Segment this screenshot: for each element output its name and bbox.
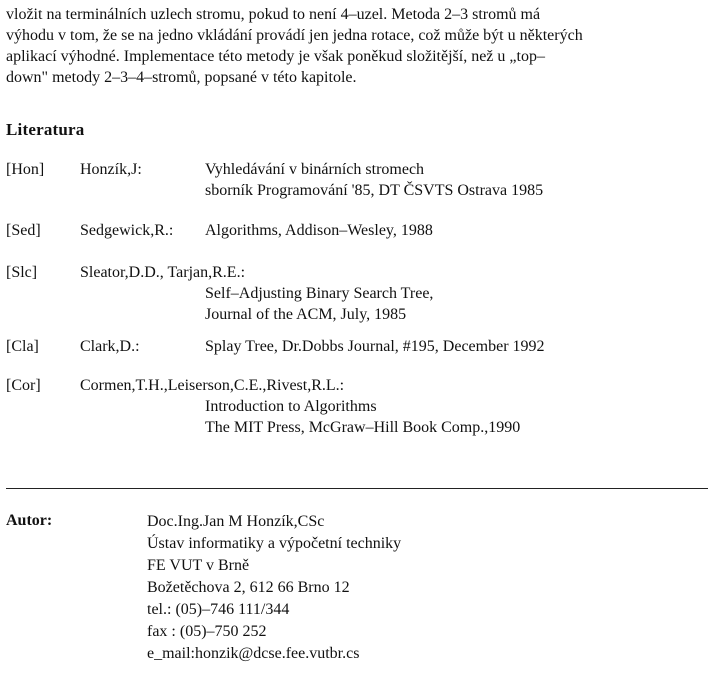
reference-key: [Sed]: [6, 222, 41, 239]
reference-entry: [6, 159, 706, 203]
section-divider: [6, 488, 708, 489]
reference-line: Algorithms, Addison–Wesley, 1988: [205, 222, 433, 239]
intro-line: vložit na terminálních uzlech stromu, pokud to není 4–uzel. Metoda 2–3 stromů má: [6, 6, 541, 23]
author-address: [147, 511, 401, 665]
reference-key: [Hon]: [6, 161, 45, 178]
intro-line: aplikací výhodné. Implementace této metody je však poněkud složitější, než u „top–: [6, 48, 545, 65]
reference-line: Vyhledávání v binárních stromech: [205, 161, 425, 178]
reference-body: [205, 159, 543, 201]
reference-line: Journal of the ACM, July, 1985: [205, 306, 407, 323]
reference-author: Sleator,D.D., Tarjan,R.E.:: [80, 264, 246, 281]
reference-entry: [6, 262, 706, 328]
reference-line: Splay Tree, Dr.Dobbs Journal, #195, December 1992: [205, 338, 545, 355]
reference-line: Introduction to Algorithms: [205, 398, 377, 415]
reference-body: [205, 283, 433, 325]
reference-body: [205, 336, 545, 357]
author-phone: tel.: (05)–746 111/344: [147, 601, 290, 618]
literature-heading: Literatura: [6, 120, 85, 139]
intro-paragraph: [6, 4, 706, 88]
author-institute: Ústav informatiky a výpočetní techniky: [147, 535, 402, 552]
reference-author: Honzík,J:: [80, 161, 142, 178]
reference-key: [Cla]: [6, 338, 39, 355]
author-faculty: FE VUT v Brně: [147, 557, 250, 574]
reference-entry: [6, 375, 706, 441]
reference-author: Sedgewick,R.:: [80, 222, 174, 239]
author-street: Božetěchova 2, 612 66 Brno 12: [147, 579, 350, 596]
author-fax: fax : (05)–750 252: [147, 623, 267, 640]
intro-line: down" metody 2–3–4–stromů, popsané v této kapitole.: [6, 69, 357, 86]
author-email: e_mail:honzik@dcse.fee.vutbr.cs: [147, 645, 360, 662]
reference-line: Self–Adjusting Binary Search Tree,: [205, 285, 434, 302]
reference-author: Cormen,T.H.,Leiserson,C.E.,Rivest,R.L.:: [80, 377, 345, 394]
author-name: Doc.Ing.Jan M Honzík,CSc: [147, 513, 325, 530]
author-label: Autor:: [6, 512, 53, 529]
intro-line: výhodu v tom, že se na jedno vkládání provádí jen jedna rotace, což může být u některých: [6, 27, 583, 44]
reference-entry: [6, 336, 706, 358]
reference-body: [205, 220, 433, 241]
reference-key: [Slc]: [6, 264, 38, 281]
reference-entry: [6, 220, 706, 242]
reference-key: [Cor]: [6, 377, 41, 394]
reference-line: sborník Programování '85, DT ČSVTS Ostrava 1985: [205, 182, 544, 199]
reference-author: Clark,D.:: [80, 338, 140, 355]
reference-body: [205, 396, 520, 438]
reference-line: The MIT Press, McGraw–Hill Book Comp.,1990: [205, 419, 521, 436]
